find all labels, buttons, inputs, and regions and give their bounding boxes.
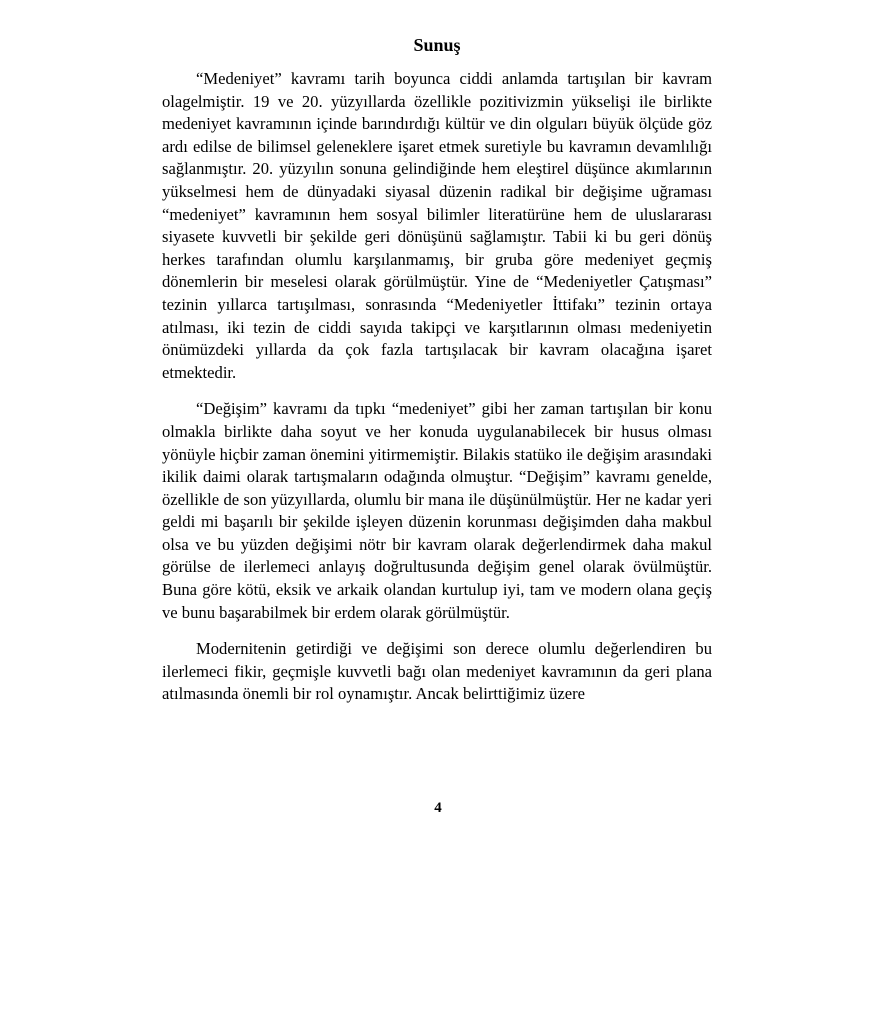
paragraph-2: “Değişim” kavramı da tıpkı “medeniyet” gibi her zaman tartışılan bir konu olmakla birlikte daha soyut ve her konuda uygulanabilecek bir husus olması yönüyle hiçbir zaman önemini yitirmemiştir. Bilakis statüko ile değişim arasındaki ikilik daimi olarak tartışmaların odağında olmuştur. “Değişim” kavramı genelde, özellikle de son yüzyıllarda, olumlu bir mana ile düşünülmüştür. Her ne kadar yeri geldi mi başarılı bir şekilde işleyen düzenin korunması değişimden daha makbul olsa ve bu yüzden değişimi nötr bir kavram olarak değerlendirmek daha makul görülse de ilerlemeci anlayış doğrultusunda değişim genel olarak övülmüştür. Buna göre kötü, eksik ve arkaik olandan kurtulup iyi, tam ve modern olana geçiş ve bunu başarabilmek bir erdem olarak görülmüştür. bbox=[162, 399, 712, 622]
document-page bbox=[162, 32, 712, 720]
page-number: 4 bbox=[434, 800, 442, 816]
page-title: Sunuş bbox=[413, 35, 461, 55]
paragraph-3: Modernitenin getirdiği ve değişimi son derece olumlu değerlendiren bu ilerlemeci fikir, geçmişle kuvvetli bağı olan medeniyet kavramının da geri plana atılmasında önemli bir rol oynamıştır. Ancak belirttiğimiz üzere bbox=[162, 639, 712, 704]
paragraph-1: “Medeniyet” kavramı tarih boyunca ciddi anlamda tartışılan bir kavram olagelmiştir. 19 ve 20. yüzyıllarda özellikle pozitivizmin yükselişi ile birlikte medeniyet kavramının içinde barındırdığı kültür ve din olguları büyük ölçüde göz ardı edilse de bilimsel geleneklere işaret etmek suretiyle bu kavramın devamlılığı sağlanmıştır. 20. yüzyılın sonuna gelindiğinde hem eleştirel düşünce akımlarının yükselmesi hem de dünyadaki siyasal düzenin radikal bir değişime uğraması “medeniyet” kavramının hem sosyal bilimler literatürüne hem de uluslararası siyasete kuvvetli bir şekilde geri dönüşünü sağlamıştır. Tabii ki bu geri dönüş herkes tarafından olumlu karşılanmamış, bir gruba göre medeniyet geçmiş dönemlerin bir meselesi olarak görülmüştür. Yine de “Medeniyetler Çatışması” tezinin yıllarca tartışılması, sonrasında “Medeniyetler İttifakı” tezinin ortaya atılması, iki tezin de ciddi sayıda takipçi ve karşıtlarının olması medeniyetin önümüzdeki yıllarda da çok fazla tartışılacak bir kavram olacağına işaret etmektedir. bbox=[162, 69, 712, 382]
